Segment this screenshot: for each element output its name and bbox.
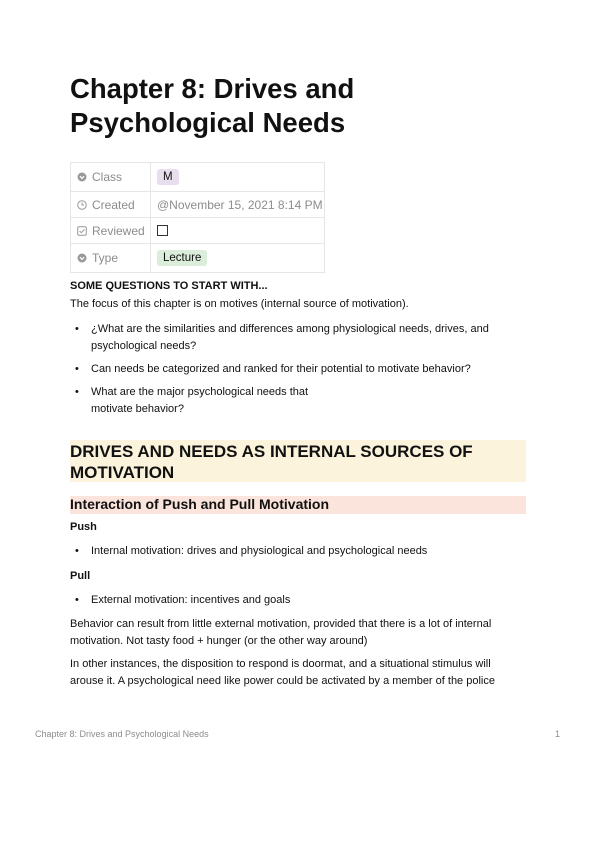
intro-text: The focus of this chapter is on motives (internal source of motivation). [70,298,409,310]
page-number: 1 [554,729,560,739]
class-tag[interactable]: M [157,169,179,185]
property-value[interactable] [151,192,325,218]
list-item: • Can needs be categorized and ranked for their potential to motivate behavior? [70,361,530,378]
list-item: • ¿What are the similarities and differences among physiological needs, drives, and psychological needs? [70,321,530,355]
created-date[interactable]: @November 15, 2021 8:14 PM [157,197,323,212]
properties-table [70,162,325,273]
property-key [71,163,151,192]
list-item: • What are the major psychological needs that motivate behavior? [70,384,330,418]
property-key-label: Type [92,251,119,265]
intro-heading: SOME QUESTIONS TO START WITH... [70,280,268,292]
property-row-class [71,163,325,192]
property-row-type [71,244,325,273]
paragraph: In other instances, the disposition to respond is doormat, and a situational stimulus will arouse it. A psychological need like power could be activated by a member of the police [70,658,495,687]
clock-icon [77,200,87,210]
page-title: Chapter 8: Drives and Psychological Needs [70,73,355,138]
property-value[interactable] [151,218,325,244]
property-key [71,244,151,273]
property-key [71,218,151,244]
list-item: • Internal motivation: drives and physiological and psychological needs [70,543,530,560]
type-tag[interactable]: Lecture [157,250,207,266]
select-icon [77,172,87,182]
footer-title: Chapter 8: Drives and Psychological Needs [35,729,209,739]
property-key-label: Class [92,170,123,184]
push-list [70,543,530,560]
property-value[interactable] [151,163,325,192]
property-row-reviewed [71,218,325,244]
select-icon [77,253,87,263]
question-list [70,321,530,424]
subsection-heading: Interaction of Push and Pull Motivation [70,496,526,514]
property-key-label: Created [92,197,135,212]
property-row-created [71,192,325,218]
property-key-label: Reviewed [92,223,145,238]
section-heading: DRIVES AND NEEDS AS INTERNAL SOURCES OF MOTIVATION [70,440,526,482]
property-key [71,192,151,218]
reviewed-checkbox[interactable] [157,225,168,236]
property-value[interactable] [151,244,325,273]
checkbox-icon [77,226,87,236]
list-item: • External motivation: incentives and goals [70,592,530,609]
paragraph: Behavior can result from little external motivation, provided that there is a lot of internal motivation. Not tasty food + hunger (or the other way around) [70,618,492,647]
pull-list [70,592,530,609]
push-label: Push [70,521,97,533]
pull-label: Pull [70,570,91,582]
